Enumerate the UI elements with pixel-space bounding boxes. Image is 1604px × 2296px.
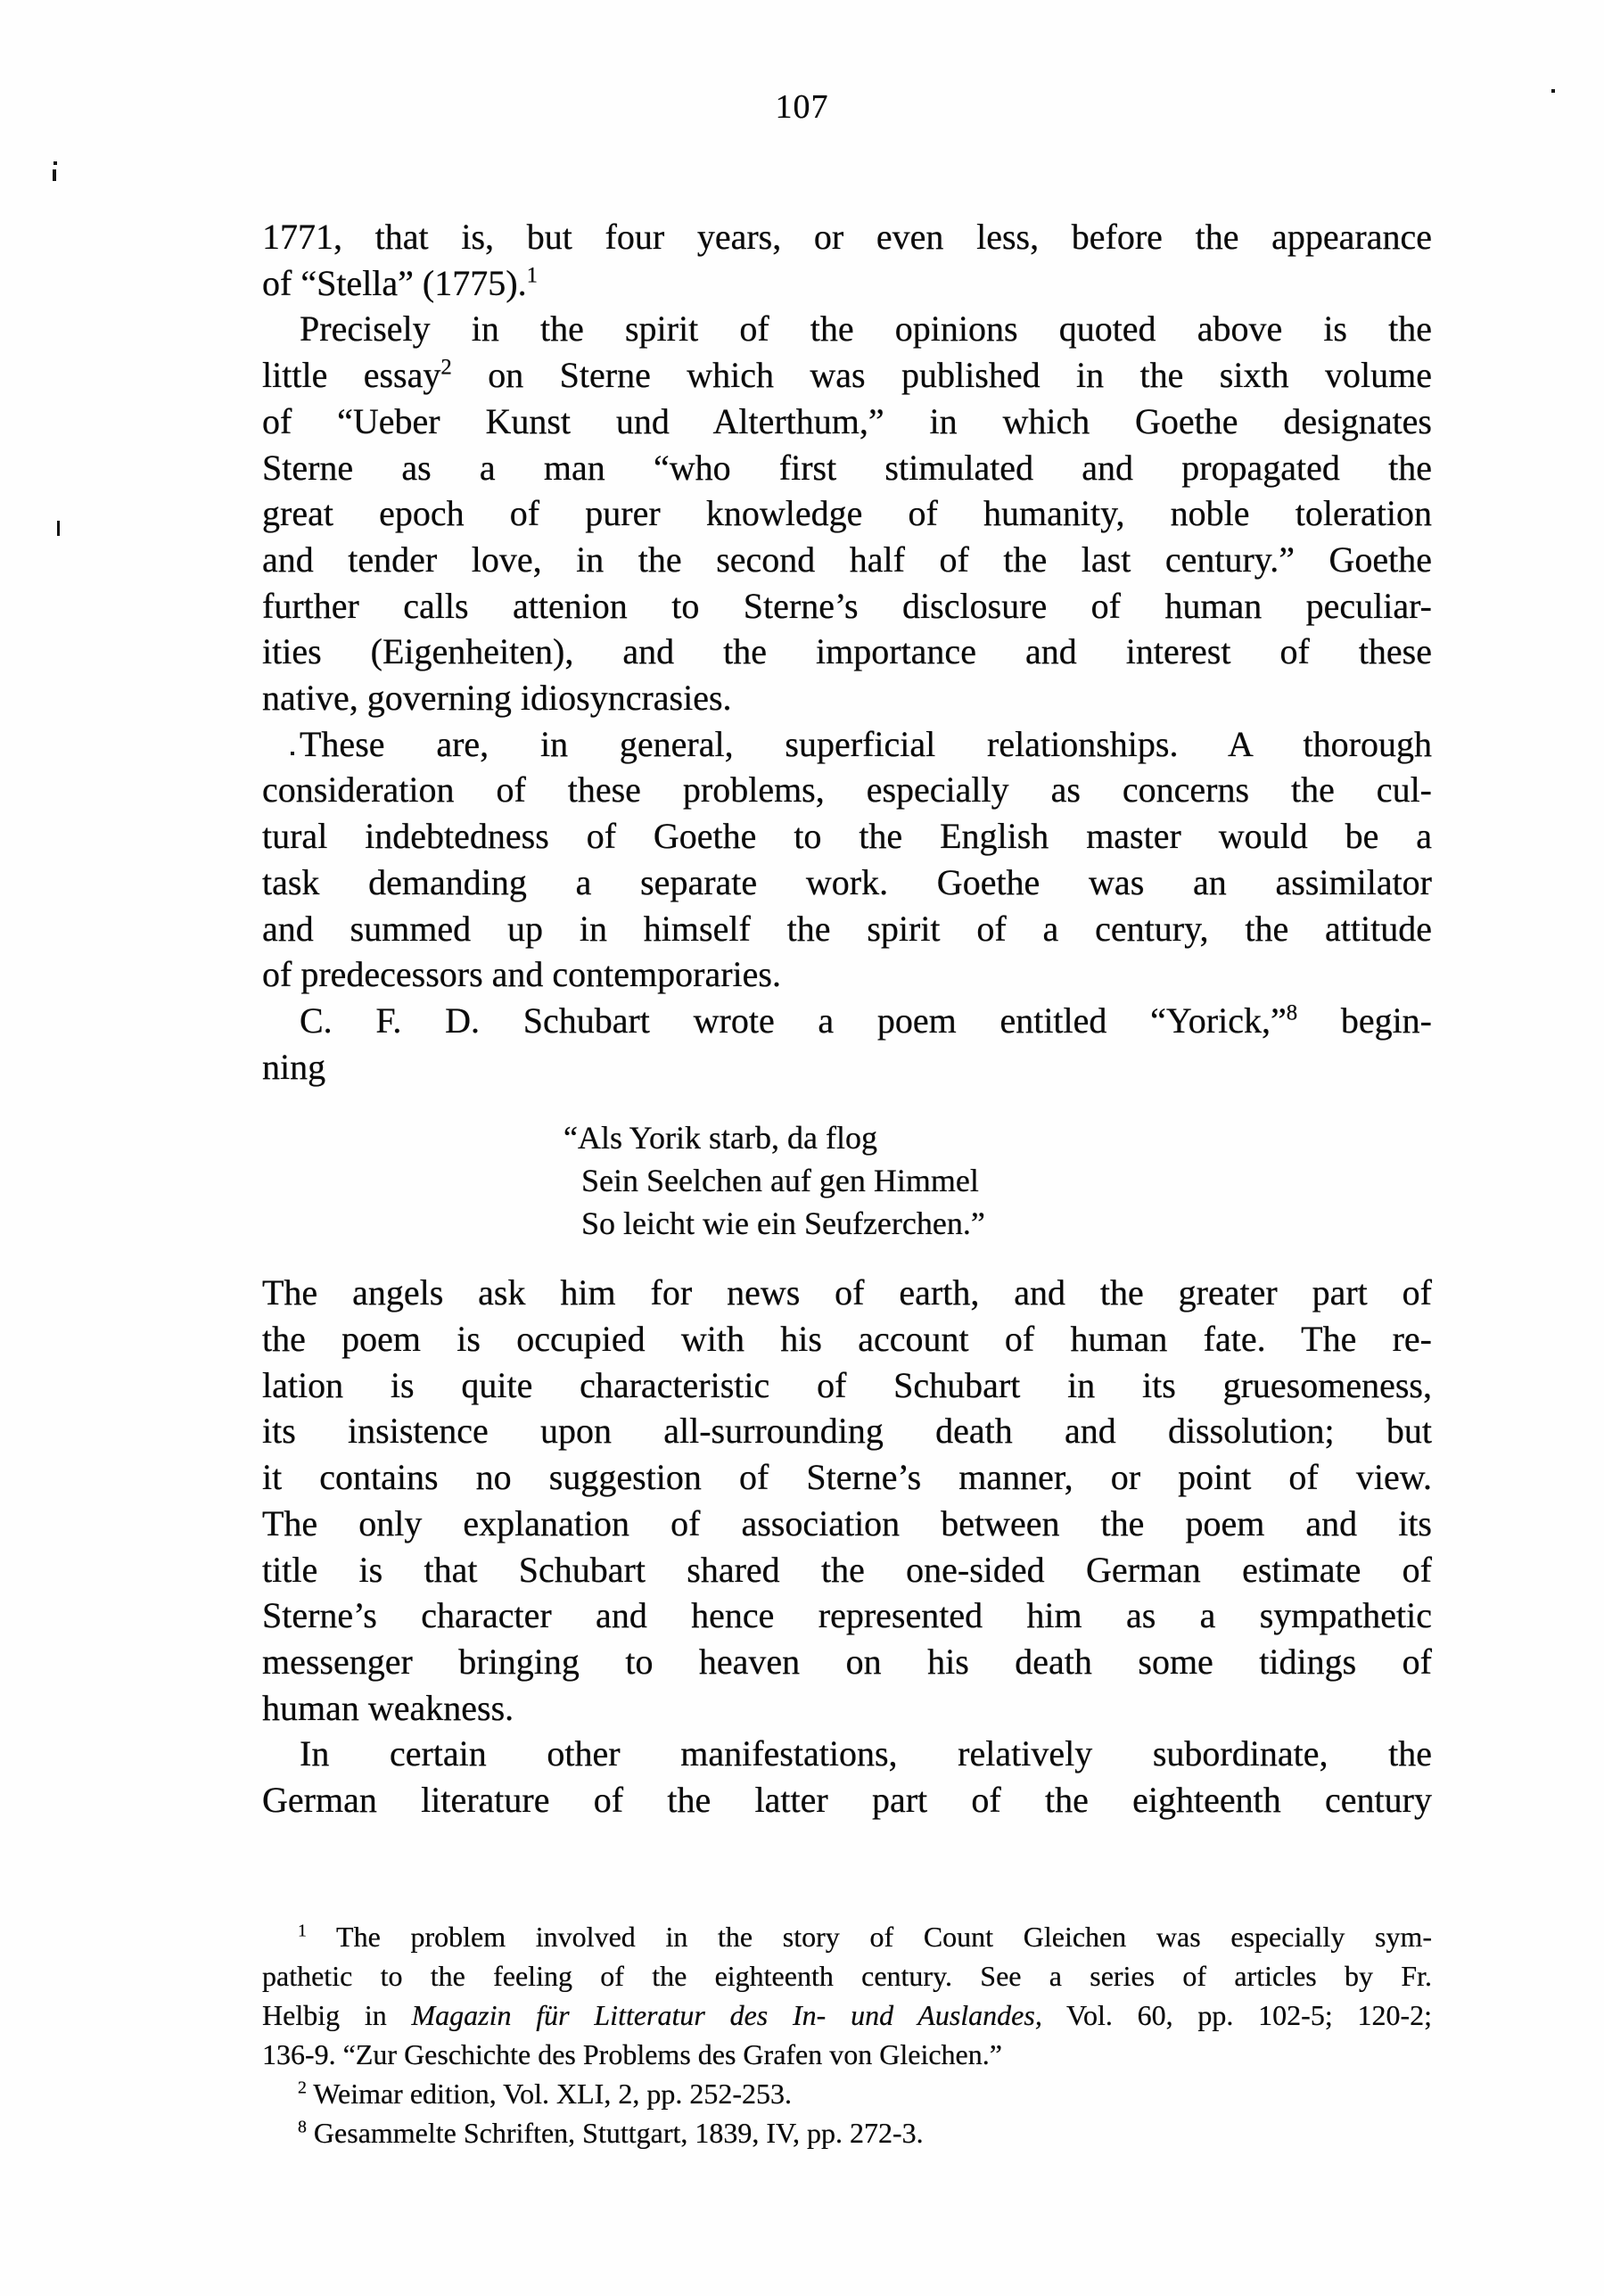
text-segment: 1771, that is, but four years, or even less, before the appearance [262, 217, 1432, 257]
text-line [563, 1116, 1432, 1159]
text-line [262, 1996, 1432, 2035]
text-line [262, 214, 1432, 260]
text-segment: tural indebtedness of Goethe to the English master would be a [262, 816, 1432, 857]
text-line [262, 1639, 1432, 1685]
text-segment: Weimar edition, Vol. XLI, 2, pp. 252-253. [306, 2078, 792, 2110]
text-line [262, 490, 1432, 537]
footnotes [262, 1917, 1432, 2152]
text-line [262, 1316, 1432, 1362]
footnote-marker: 2 [298, 2078, 307, 2098]
footnote [262, 1917, 1432, 2074]
footnote [262, 2074, 1432, 2113]
text-line [262, 2113, 1432, 2152]
text-line [262, 813, 1432, 860]
text-segment: little essay [262, 355, 441, 396]
poem-block [563, 1116, 1432, 1245]
text-line [262, 998, 1432, 1044]
text-line [262, 260, 1432, 307]
text-segment: and tender love, in the second half of the last century.” Goethe [262, 539, 1432, 580]
text-line [262, 537, 1432, 583]
paragraph [262, 721, 1432, 998]
text-segment: and summed up in himself the spirit of a century, the attitude [262, 908, 1432, 949]
scan-speck [53, 169, 56, 181]
footnote-marker: 8 [1286, 1000, 1298, 1025]
text-line [262, 1547, 1432, 1593]
text-line [262, 306, 1432, 352]
text-line [262, 352, 1432, 399]
text-segment: Magazin für Litteratur des In- und Auslandes, [411, 1999, 1042, 2031]
scan-speck [291, 752, 294, 755]
text-line [262, 1917, 1432, 1956]
text-line [262, 629, 1432, 675]
text-segment: Sterne’s character and hence represented him as a sympathetic [262, 1595, 1432, 1636]
text-line [262, 1501, 1432, 1547]
text-segment: of predecessors and contemporaries. [262, 954, 781, 995]
text-segment: of “Stella” (1775). [262, 262, 527, 303]
footnote [262, 2113, 1432, 2152]
text-segment: on Sterne which was published in the sixth volume [451, 355, 1433, 396]
text-line [262, 1408, 1432, 1454]
text-segment: Gesammelte Schriften, Stuttgart, 1839, IV, pp. 272-3. [306, 2117, 924, 2149]
text-segment: begin- [1297, 1000, 1433, 1041]
text-line [262, 1592, 1432, 1639]
text-segment: ities (Eigenheiten), and the importance and interest of these [262, 631, 1432, 672]
text-segment: consideration of these problems, especially as concerns the cul- [262, 769, 1432, 811]
paragraph [262, 1270, 1432, 1731]
text-segment: lation is quite characteristic of Schubart in its gruesomeness, [262, 1364, 1432, 1405]
text-line [262, 1777, 1432, 1823]
text-line [262, 675, 1432, 721]
page-number: 107 [775, 88, 829, 126]
text-segment: The only explanation of association between the poem and its [262, 1502, 1432, 1543]
scan-speck [53, 161, 57, 165]
text-line [563, 1202, 1432, 1245]
text-segment: further calls attenion to Sterne’s disclosure of human peculiar- [262, 585, 1432, 626]
text-segment: of “Ueber Kunst und Alterthum,” in which Goethe designates [262, 400, 1432, 441]
text-line [262, 583, 1432, 630]
text-line [262, 951, 1432, 998]
text-line [262, 721, 1432, 768]
text-segment: The angels ask him for news of earth, and the greater part of [262, 1272, 1432, 1313]
text-line [262, 1454, 1432, 1501]
scan-speck [1551, 89, 1555, 93]
text-segment: In certain other manifestations, relatively subordinate, the [300, 1733, 1432, 1774]
text-segment: 136-9. “Zur Geschichte des Problems des Grafen von Gleichen.” [262, 2038, 1002, 2070]
paragraph [262, 214, 1432, 306]
text-line [563, 1159, 1432, 1202]
footnote-marker: 2 [440, 355, 452, 380]
text-segment: human weakness. [262, 1687, 514, 1728]
text-segment: Precisely in the spirit of the opinions quoted above is the [300, 309, 1432, 350]
text-segment: German literature of the latter part of the eighteenth century [262, 1780, 1432, 1821]
text-segment: native, governing idiosyncrasies. [262, 678, 732, 719]
text-line [262, 1044, 1432, 1090]
text-segment: great epoch of purer knowledge of humanity, noble toleration [262, 493, 1432, 534]
text-line [262, 1956, 1432, 1996]
text-segment: the poem is occupied with his account of human fate. The re- [262, 1319, 1432, 1360]
text-segment: Vol. 60, pp. 102-5; 120-2; [1041, 1999, 1433, 2031]
text-line [262, 860, 1432, 906]
text-segment: title is that Schubart shared the one-sided German estimate of [262, 1549, 1432, 1590]
text-segment: pathetic to the feeling of the eighteenth century. See a series of articles by Fr. [262, 1960, 1432, 1992]
body-text [262, 214, 1432, 1823]
text-segment: C. F. D. Schubart wrote a poem entitled “Yorick,” [300, 1000, 1287, 1041]
text-segment: So leicht wie ein Seufzerchen.” [581, 1206, 985, 1242]
text-segment: messenger bringing to heaven on his death some tidings of [262, 1641, 1432, 1682]
text-line [262, 767, 1432, 813]
text-segment: These are, in general, superficial relationships. A thorough [300, 723, 1432, 764]
text-segment: task demanding a separate work. Goethe was an assimilator [262, 861, 1432, 902]
text-line [262, 2074, 1432, 2113]
text-segment: “Als Yorik starb, da flog [563, 1120, 877, 1156]
footnote-marker: 1 [298, 1921, 307, 1941]
paragraph [262, 998, 1432, 1090]
text-line [262, 445, 1432, 491]
scan-speck [57, 521, 60, 536]
text-segment: Sterne as a man “who first stimulated and propagated the [262, 447, 1432, 488]
text-line [262, 399, 1432, 445]
footnote-marker: 1 [526, 263, 538, 288]
text-segment: ning [262, 1046, 326, 1087]
text-line [262, 1362, 1432, 1409]
text-line [262, 2035, 1432, 2074]
text-segment: Helbig in [262, 1999, 412, 2031]
footnote-marker: 8 [298, 2117, 307, 2137]
text-line [262, 1685, 1432, 1732]
paragraph [262, 1731, 1432, 1823]
text-line [262, 906, 1432, 952]
paragraph [262, 306, 1432, 720]
text-segment: Sein Seelchen auf gen Himmel [581, 1163, 979, 1199]
text-segment: its insistence upon all-surrounding death and dissolution; but [262, 1411, 1432, 1452]
text-line [262, 1731, 1432, 1777]
text-segment: it contains no suggestion of Sterne’s manner, or point of view. [262, 1457, 1432, 1498]
text-segment: The problem involved in the story of Count Gleichen was especially sym- [306, 1921, 1432, 1953]
text-line [262, 1270, 1432, 1316]
